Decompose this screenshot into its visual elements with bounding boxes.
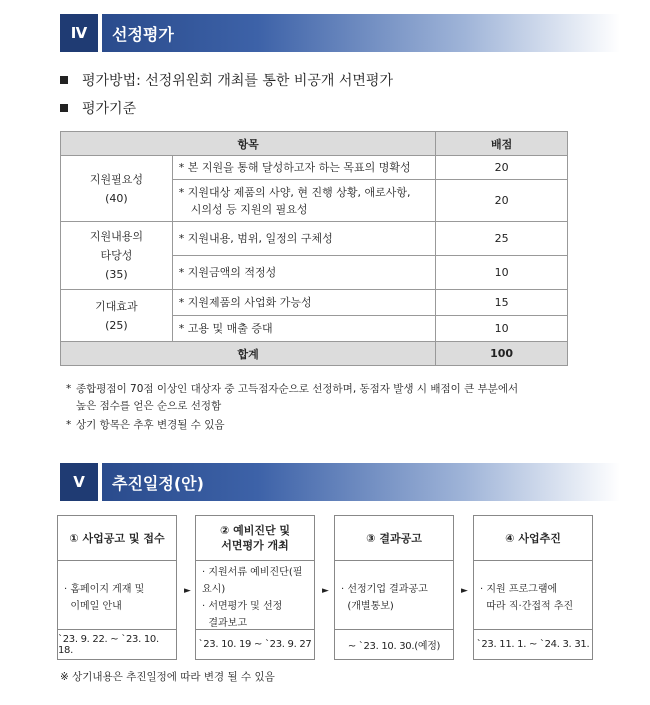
note-change: [66, 417, 606, 434]
section-number: Ⅳ: [60, 14, 98, 52]
total-row: [61, 342, 568, 366]
step-title: ② 예비진단 및: [219, 524, 291, 537]
item-line: * 지원금액의 적정성: [178, 266, 277, 279]
bullet-text: 평가기준: [82, 101, 137, 117]
note-selection: [66, 381, 606, 415]
step-date: ~ `23. 10. 30.(예정): [347, 641, 441, 652]
schedule-step-3: [334, 515, 454, 660]
section-header-schedule: [60, 463, 620, 501]
category-cell: [61, 222, 173, 290]
step-head: [196, 516, 314, 561]
step-detail-line: 따라 직·간접적 추진: [480, 601, 574, 612]
table-row: [61, 290, 568, 316]
section-title: 선정평가: [102, 14, 620, 52]
item-line: 시의성 등 지원의 필요성: [190, 202, 308, 216]
step-detail-line: (개별통보): [341, 601, 394, 612]
bullet-method: [60, 70, 393, 90]
category-line: (40): [105, 191, 128, 205]
score-cell: 20: [436, 180, 568, 222]
table-header-row: [61, 132, 568, 156]
score-cell: 15: [436, 290, 568, 316]
square-bullet-icon: [60, 104, 68, 112]
category-line: 지원필요성: [89, 172, 143, 186]
arrow-right-icon: ►: [184, 586, 191, 596]
arrow-right-icon: ►: [461, 586, 468, 596]
step-body: [196, 561, 314, 630]
step-detail-line: · 지원 프로그램에: [480, 584, 558, 595]
category-cell: [61, 290, 173, 342]
item-cell: [172, 156, 435, 180]
total-label: 합계: [61, 342, 436, 366]
score-cell: 10: [436, 316, 568, 342]
category-line: 타당성: [100, 249, 133, 262]
arrow-right-icon: ►: [322, 586, 329, 596]
category-line: (25): [105, 318, 128, 332]
final-note: ※ 상기내용은 추진일정에 따라 변경 될 수 있음: [60, 671, 275, 683]
bullet-criteria: [60, 98, 136, 118]
category-cell: [61, 156, 173, 222]
step-detail-line: · 서면평가 및 선정: [202, 601, 283, 612]
step-body: [335, 561, 453, 630]
item-line: * 지원내용, 범위, 일정의 구체성: [178, 232, 333, 245]
item-line: * 본 지원을 통해 달성하고자 하는 목표의 명확성: [178, 161, 411, 174]
category-line: 지원내용의: [89, 230, 143, 243]
step-detail-line: 이메일 안내: [64, 601, 122, 612]
item-line: * 지원제품의 사업화 가능성: [178, 296, 312, 309]
header-score: 배점: [436, 132, 568, 156]
step-body: [58, 561, 176, 630]
bullet-text: 평가방법: 선정위원회 개최를 통한 비공개 서면평가: [82, 73, 393, 89]
section-header-evaluation: [60, 14, 620, 52]
table-row: [61, 222, 568, 256]
step-title: ④ 사업추진: [505, 531, 561, 545]
step-date: `23. 9. 22. ~ `23. 10. 18.: [58, 633, 159, 656]
table-row: [61, 156, 568, 180]
item-line: * 지원대상 제품의 사양, 현 진행 상황, 애로사항,: [178, 185, 411, 199]
step-detail-line: · 선정기업 결과공고: [341, 584, 428, 595]
total-value: 100: [436, 342, 568, 366]
item-cell: [172, 290, 435, 316]
item-cell: [172, 222, 435, 256]
asterisk-icon: *: [66, 383, 72, 395]
score-cell: 10: [436, 256, 568, 290]
step-title: ③ 결과공고: [366, 531, 422, 545]
step-detail-line: · 지원서류 예비진단(필요시): [202, 567, 303, 595]
step-date: `23. 10. 19 ~ `23. 9. 27: [198, 639, 312, 650]
item-cell: [172, 256, 435, 290]
schedule-step-1: [57, 515, 177, 660]
step-head: [58, 516, 176, 561]
category-line: 기대효과: [95, 299, 138, 313]
section-number: Ⅴ: [60, 463, 98, 501]
step-detail-line: · 홈페이지 게재 및: [64, 584, 145, 595]
header-item: 항목: [61, 132, 436, 156]
note-line: 높은 점수를 얻은 순으로 선정함: [76, 400, 222, 412]
score-cell: 25: [436, 222, 568, 256]
asterisk-icon: *: [66, 419, 72, 431]
step-detail-line: 결과보고: [202, 618, 247, 629]
item-line: * 고용 및 매출 증대: [178, 322, 273, 335]
step-title: 서면평가 개최: [221, 539, 289, 552]
evaluation-table: [60, 131, 568, 366]
schedule-step-4: [473, 515, 593, 660]
item-cell: [172, 180, 435, 222]
note-line: 상기 항목은 추후 변경될 수 있음: [76, 419, 225, 431]
item-cell: [172, 316, 435, 342]
step-date: `23. 11. 1. ~ `24. 3. 31.: [476, 639, 590, 650]
step-title: ① 사업공고 및 접수: [69, 531, 165, 545]
note-line: 종합평점이 70점 이상인 대상자 중 고득점자순으로 선정하며, 동점자 발생 시 배점이 큰 부분에서: [76, 383, 519, 395]
step-head: [335, 516, 453, 561]
category-line: (35): [105, 268, 128, 281]
square-bullet-icon: [60, 76, 68, 84]
step-head: [474, 516, 592, 561]
step-body: [474, 561, 592, 630]
score-cell: 20: [436, 156, 568, 180]
schedule-step-2: [195, 515, 315, 660]
section-title: 추진일정(안): [102, 463, 620, 501]
